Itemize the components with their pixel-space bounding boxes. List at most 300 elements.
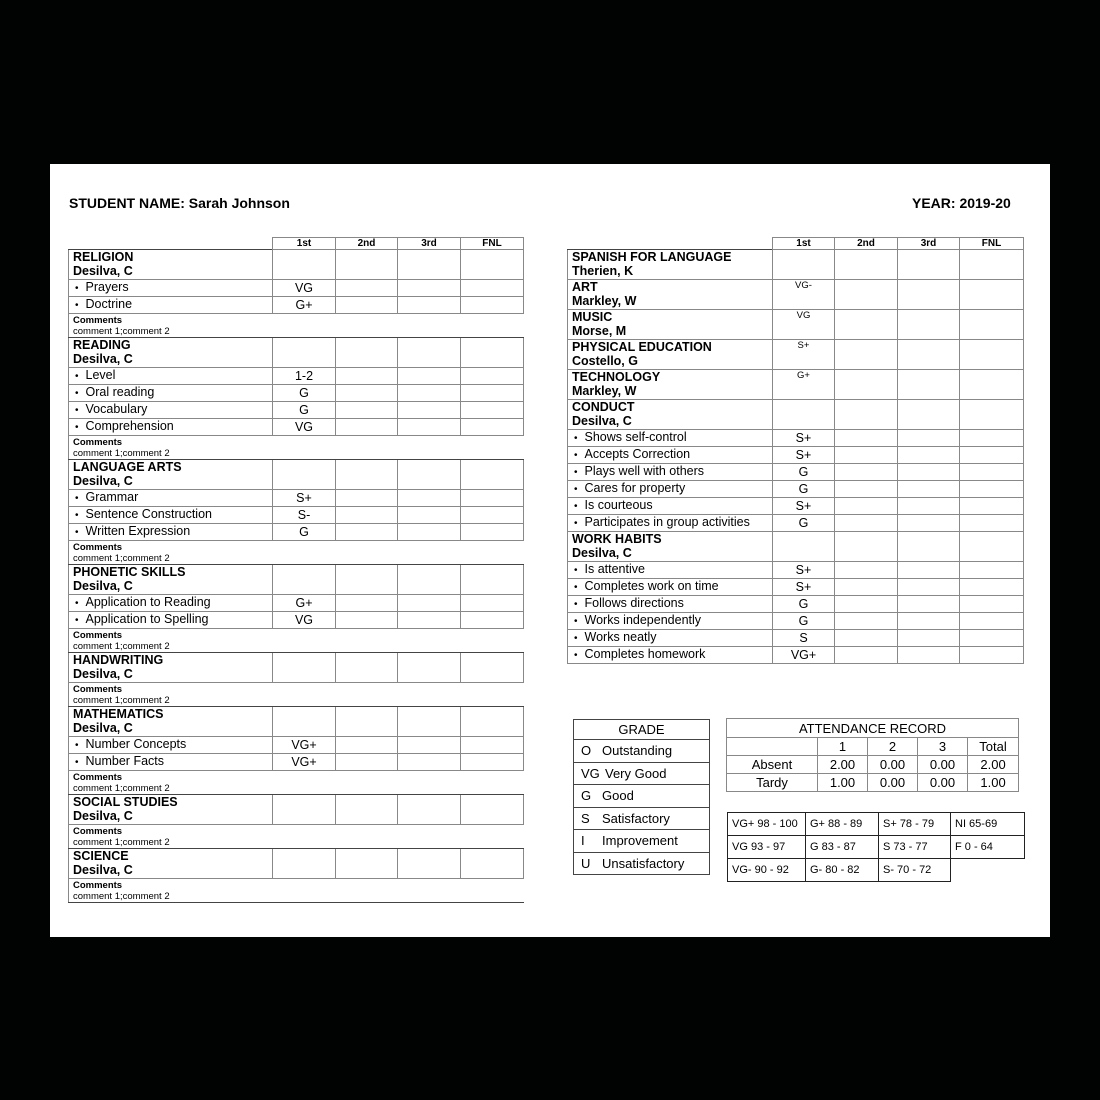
grade-key-row <box>574 852 710 875</box>
skill-row <box>69 737 524 754</box>
grade-cell <box>960 430 1024 447</box>
grade-cell <box>398 795 461 825</box>
scale-cell: F 0 - 64 <box>951 836 1025 859</box>
scale-cell: S- 70 - 72 <box>879 859 951 882</box>
comments-cell <box>69 541 524 565</box>
grade-cell <box>898 310 960 340</box>
attendance-row <box>727 774 1019 792</box>
skill-row <box>69 402 524 419</box>
skill-name: • Level <box>69 368 273 385</box>
teacher-name: Desilva, C <box>73 474 133 488</box>
attendance-value: 2.00 <box>818 756 868 774</box>
grade-cell: S+ <box>773 340 835 370</box>
grade-cell <box>398 524 461 541</box>
subject-name: WORK HABITS <box>572 532 662 546</box>
grade-code: U <box>581 855 591 871</box>
subject-name: MATHEMATICS <box>73 707 164 721</box>
grade-cell <box>273 460 336 490</box>
grade-cell <box>835 515 898 532</box>
grade-cell <box>835 430 898 447</box>
attendance-header: 2 <box>868 738 918 756</box>
grade-cell <box>273 849 336 879</box>
skill-name: • Cares for property <box>568 481 773 498</box>
column-header: 2nd <box>336 238 398 250</box>
skill-row <box>568 647 1024 664</box>
attendance-header-blank <box>727 738 818 756</box>
scale-cell: G 83 - 87 <box>806 836 879 859</box>
grade-cell <box>960 250 1024 280</box>
grade-cell <box>461 612 524 629</box>
attendance-row-label: Tardy <box>727 774 818 792</box>
skill-grade: G <box>273 524 336 541</box>
skill-row <box>69 419 524 436</box>
grade-cell <box>398 507 461 524</box>
grade-cell <box>835 400 898 430</box>
grade-cell <box>273 338 336 368</box>
attendance-title-row <box>727 719 1019 738</box>
grade-cell <box>461 490 524 507</box>
subject-row <box>69 849 524 879</box>
grade-cell <box>835 340 898 370</box>
grade-cell <box>960 647 1024 664</box>
skill-grade: S+ <box>773 498 835 515</box>
grade-cell <box>336 250 398 280</box>
grade-cell <box>960 613 1024 630</box>
comments-text: comment 1;comment 2 <box>73 782 170 794</box>
column-header: 1st <box>273 238 336 250</box>
comments-row <box>69 314 524 338</box>
subject-name: RELIGION <box>73 250 134 264</box>
skill-row <box>69 524 524 541</box>
grade-key-cell <box>574 830 710 853</box>
grade-cell <box>461 280 524 297</box>
skill-grade: G+ <box>273 595 336 612</box>
grade-cell <box>835 481 898 498</box>
teacher-name: Desilva, C <box>73 352 133 366</box>
grade-cell <box>336 419 398 436</box>
grade-description: Outstanding <box>602 743 673 759</box>
attendance-header: 1 <box>818 738 868 756</box>
subject-name: SOCIAL STUDIES <box>73 795 178 809</box>
attendance-header-row <box>727 738 1019 756</box>
attendance-header: Total <box>968 738 1019 756</box>
grade-cell <box>461 754 524 771</box>
grade-cell <box>336 297 398 314</box>
grade-cell <box>273 795 336 825</box>
grade-key-cell <box>574 740 710 763</box>
grade-key-title: GRADE <box>574 720 710 740</box>
comments-label: Comments <box>73 629 123 641</box>
grade-cell <box>960 532 1024 562</box>
grade-code: VG <box>581 765 600 781</box>
grade-cell <box>336 338 398 368</box>
subject-row <box>568 310 1024 340</box>
skill-name: • Comprehension <box>69 419 273 436</box>
scale-cell: VG 93 - 97 <box>728 836 806 859</box>
subject-name: SPANISH FOR LANGUAGE <box>572 250 732 264</box>
grade-cell <box>461 419 524 436</box>
comments-label: Comments <box>73 314 123 326</box>
grade-cell <box>398 338 461 368</box>
skill-name: • Application to Reading <box>69 595 273 612</box>
grade-cell <box>960 310 1024 340</box>
skill-name: • Is attentive <box>568 562 773 579</box>
scale-cell: G- 80 - 82 <box>806 859 879 882</box>
grade-cell <box>398 385 461 402</box>
grade-key-row <box>574 740 710 763</box>
skill-name: • Written Expression <box>69 524 273 541</box>
grade-cell <box>835 647 898 664</box>
comments-cell <box>69 771 524 795</box>
skill-row <box>568 579 1024 596</box>
grade-cell <box>773 400 835 430</box>
grade-cell <box>461 795 524 825</box>
subject-cell <box>568 400 773 430</box>
skill-grade: S <box>773 630 835 647</box>
scale-cell: G+ 88 - 89 <box>806 813 879 836</box>
comments-text: comment 1;comment 2 <box>73 836 170 848</box>
subject-cell <box>69 707 273 737</box>
grade-cell <box>336 707 398 737</box>
student-name: Sarah Johnson <box>188 195 290 211</box>
attendance-value: 0.00 <box>918 774 968 792</box>
grade-cell <box>398 653 461 683</box>
attendance-table <box>726 718 1019 792</box>
comments-row <box>69 629 524 653</box>
grade-cell <box>461 250 524 280</box>
skill-row <box>69 612 524 629</box>
grade-cell <box>336 565 398 595</box>
skill-row <box>69 368 524 385</box>
subject-cell <box>568 310 773 340</box>
attendance-value: 0.00 <box>918 756 968 774</box>
grade-cell <box>336 754 398 771</box>
skill-grade: S+ <box>773 579 835 596</box>
skill-grade: G <box>773 464 835 481</box>
report-card-sheet <box>50 164 1050 937</box>
grade-cell <box>898 498 960 515</box>
grade-cell <box>835 596 898 613</box>
skill-row <box>69 385 524 402</box>
comments-text: comment 1;comment 2 <box>73 447 170 459</box>
grade-key-row <box>574 807 710 830</box>
teacher-name: Desilva, C <box>73 579 133 593</box>
grade-cell <box>273 653 336 683</box>
comments-row <box>69 771 524 795</box>
skill-name: • Grammar <box>69 490 273 507</box>
grade-cell <box>273 707 336 737</box>
grade-cell <box>336 385 398 402</box>
grade-cell <box>960 562 1024 579</box>
grade-key-cell <box>574 762 710 785</box>
skill-grade: S+ <box>773 562 835 579</box>
comments-cell <box>69 879 524 903</box>
skill-name: • Participates in group activities <box>568 515 773 532</box>
year-label: YEAR: <box>912 195 956 211</box>
grade-cell <box>898 400 960 430</box>
grade-cell <box>835 562 898 579</box>
skill-name: • Number Facts <box>69 754 273 771</box>
teacher-name: Markley, W <box>572 294 637 308</box>
subject-name: HANDWRITING <box>73 653 164 667</box>
comments-cell <box>69 436 524 460</box>
attendance-value: 1.00 <box>818 774 868 792</box>
grade-cell <box>273 565 336 595</box>
grade-description: Very Good <box>605 765 667 781</box>
grade-cell <box>960 579 1024 596</box>
subject-cell <box>69 460 273 490</box>
subject-cell <box>69 849 273 879</box>
skill-row <box>69 297 524 314</box>
grade-cell <box>898 280 960 310</box>
skill-row <box>568 481 1024 498</box>
grade-cell <box>898 532 960 562</box>
grade-description: Unsatisfactory <box>602 855 685 871</box>
grade-cell <box>960 481 1024 498</box>
grade-cell <box>898 481 960 498</box>
grade-cell <box>773 250 835 280</box>
teacher-name: Desilva, C <box>73 809 133 823</box>
attendance-value: 2.00 <box>968 756 1019 774</box>
grade-cell <box>461 653 524 683</box>
attendance-header: 3 <box>918 738 968 756</box>
skill-row <box>568 430 1024 447</box>
skill-name: • Completes work on time <box>568 579 773 596</box>
grade-cell <box>960 280 1024 310</box>
skill-name: • Completes homework <box>568 647 773 664</box>
skill-grade: VG+ <box>273 754 336 771</box>
left-grades-table <box>68 237 524 903</box>
grade-cell <box>336 507 398 524</box>
grade-cell <box>898 250 960 280</box>
skill-row <box>568 613 1024 630</box>
subject-name: MUSIC <box>572 310 613 324</box>
grade-cell <box>835 630 898 647</box>
subject-row <box>568 250 1024 280</box>
scale-cell: S+ 78 - 79 <box>879 813 951 836</box>
comments-label: Comments <box>73 879 123 891</box>
comments-text: comment 1;comment 2 <box>73 694 170 706</box>
skill-grade: VG+ <box>273 737 336 754</box>
skill-name: • Plays well with others <box>568 464 773 481</box>
comments-row <box>69 436 524 460</box>
subject-row <box>69 250 524 280</box>
right-grades-table <box>567 237 1024 664</box>
column-header-row <box>568 238 1024 250</box>
skill-name: • Is courteous <box>568 498 773 515</box>
grade-cell: VG <box>773 310 835 340</box>
skill-name: • Works neatly <box>568 630 773 647</box>
grade-cell <box>835 370 898 400</box>
grade-cell <box>898 647 960 664</box>
teacher-name: Costello, G <box>572 354 638 368</box>
comments-text: comment 1;comment 2 <box>73 552 170 564</box>
comments-text: comment 1;comment 2 <box>73 325 170 337</box>
grade-cell <box>336 490 398 507</box>
subject-name: READING <box>73 338 131 352</box>
grade-cell <box>898 630 960 647</box>
skill-grade: G <box>773 515 835 532</box>
grade-cell <box>835 532 898 562</box>
subject-cell <box>568 370 773 400</box>
grade-description: Improvement <box>602 833 678 849</box>
grade-key-row <box>574 830 710 853</box>
subject-name: SCIENCE <box>73 849 129 863</box>
skill-row <box>568 562 1024 579</box>
grade-cell <box>960 370 1024 400</box>
school-year-line <box>912 195 1011 211</box>
subject-cell <box>69 250 273 280</box>
comments-label: Comments <box>73 541 123 553</box>
grading-scale-table <box>727 812 1025 882</box>
column-header: 1st <box>773 238 835 250</box>
subject-row <box>69 460 524 490</box>
scale-cell <box>951 859 1025 882</box>
teacher-name: Desilva, C <box>73 667 133 681</box>
grade-cell <box>398 565 461 595</box>
grade-cell <box>898 562 960 579</box>
grade-cell <box>461 385 524 402</box>
grade-cell <box>835 280 898 310</box>
grade-cell <box>336 524 398 541</box>
grade-cell <box>835 579 898 596</box>
grade-cell <box>461 737 524 754</box>
scale-cell: VG- 90 - 92 <box>728 859 806 882</box>
grade-cell <box>461 565 524 595</box>
skill-name: • Number Concepts <box>69 737 273 754</box>
subject-name: PHYSICAL EDUCATION <box>572 340 712 354</box>
grade-cell <box>398 754 461 771</box>
grade-cell <box>898 579 960 596</box>
skill-grade: VG <box>273 612 336 629</box>
comments-row <box>69 541 524 565</box>
comments-text: comment 1;comment 2 <box>73 640 170 652</box>
skill-grade: G <box>273 385 336 402</box>
grade-cell <box>273 250 336 280</box>
subject-cell <box>568 280 773 310</box>
attendance-title: ATTENDANCE RECORD <box>727 719 1019 738</box>
comments-label: Comments <box>73 683 123 695</box>
grade-code: S <box>581 810 590 826</box>
comments-text: comment 1;comment 2 <box>73 890 170 902</box>
subject-cell <box>568 250 773 280</box>
grade-cell <box>960 400 1024 430</box>
skill-grade: S+ <box>773 447 835 464</box>
skill-grade: G <box>273 402 336 419</box>
column-header: FNL <box>960 238 1024 250</box>
teacher-name: Therien, K <box>572 264 634 278</box>
comments-row <box>69 825 524 849</box>
skill-name: • Follows directions <box>568 596 773 613</box>
skill-row <box>568 596 1024 613</box>
skill-name: • Shows self-control <box>568 430 773 447</box>
grade-cell <box>960 447 1024 464</box>
grade-cell <box>898 613 960 630</box>
grade-key-cell <box>574 852 710 875</box>
attendance-value: 1.00 <box>968 774 1019 792</box>
skill-row <box>69 754 524 771</box>
grade-cell <box>835 250 898 280</box>
grade-cell <box>398 707 461 737</box>
skill-name: • Sentence Construction <box>69 507 273 524</box>
teacher-name: Markley, W <box>572 384 637 398</box>
skill-row <box>69 280 524 297</box>
skill-row <box>568 464 1024 481</box>
skill-name: • Prayers <box>69 280 273 297</box>
grade-cell <box>398 490 461 507</box>
attendance-row-label: Absent <box>727 756 818 774</box>
grade-cell <box>461 368 524 385</box>
column-header: 3rd <box>398 238 461 250</box>
subject-cell <box>568 340 773 370</box>
grade-key-cell <box>574 807 710 830</box>
grade-cell <box>336 653 398 683</box>
grade-key-cell <box>574 785 710 808</box>
comments-label: Comments <box>73 436 123 448</box>
subject-row <box>69 565 524 595</box>
subject-name: LANGUAGE ARTS <box>73 460 182 474</box>
skill-name: • Application to Spelling <box>69 612 273 629</box>
grade-cell <box>960 596 1024 613</box>
grade-cell <box>835 613 898 630</box>
school-year: 2019-20 <box>959 195 1011 211</box>
grade-cell <box>461 460 524 490</box>
comments-cell <box>69 629 524 653</box>
grade-description: Satisfactory <box>602 810 670 826</box>
skill-grade: G <box>773 613 835 630</box>
grade-cell <box>398 368 461 385</box>
grade-code: G <box>581 788 592 804</box>
grade-cell <box>835 447 898 464</box>
teacher-name: Desilva, C <box>572 414 632 428</box>
grade-cell <box>898 464 960 481</box>
grade-cell <box>398 402 461 419</box>
grade-cell <box>336 849 398 879</box>
grade-cell <box>898 340 960 370</box>
grade-cell <box>835 310 898 340</box>
grade-description: Good <box>602 788 634 804</box>
subject-cell <box>69 565 273 595</box>
skill-grade: G+ <box>273 297 336 314</box>
comments-label: Comments <box>73 825 123 837</box>
scale-row <box>728 813 1025 836</box>
subject-cell <box>69 653 273 683</box>
grade-cell <box>398 419 461 436</box>
teacher-name: Desilva, C <box>73 863 133 877</box>
skill-grade: 1-2 <box>273 368 336 385</box>
scale-cell: S 73 - 77 <box>879 836 951 859</box>
header-blank <box>69 238 273 250</box>
grade-cell <box>960 340 1024 370</box>
skill-grade: VG+ <box>773 647 835 664</box>
skill-name: • Oral reading <box>69 385 273 402</box>
grade-cell <box>336 280 398 297</box>
grade-cell: VG- <box>773 280 835 310</box>
grade-cell <box>461 402 524 419</box>
grade-cell <box>336 795 398 825</box>
subject-row <box>568 280 1024 310</box>
subject-row <box>568 400 1024 430</box>
comments-label: Comments <box>73 771 123 783</box>
grade-cell <box>461 524 524 541</box>
grade-cell <box>336 612 398 629</box>
subject-name: TECHNOLOGY <box>572 370 661 384</box>
skill-grade: VG <box>273 419 336 436</box>
grade-cell <box>461 595 524 612</box>
grade-cell <box>898 596 960 613</box>
grade-key-row <box>574 785 710 808</box>
grade-cell <box>398 849 461 879</box>
